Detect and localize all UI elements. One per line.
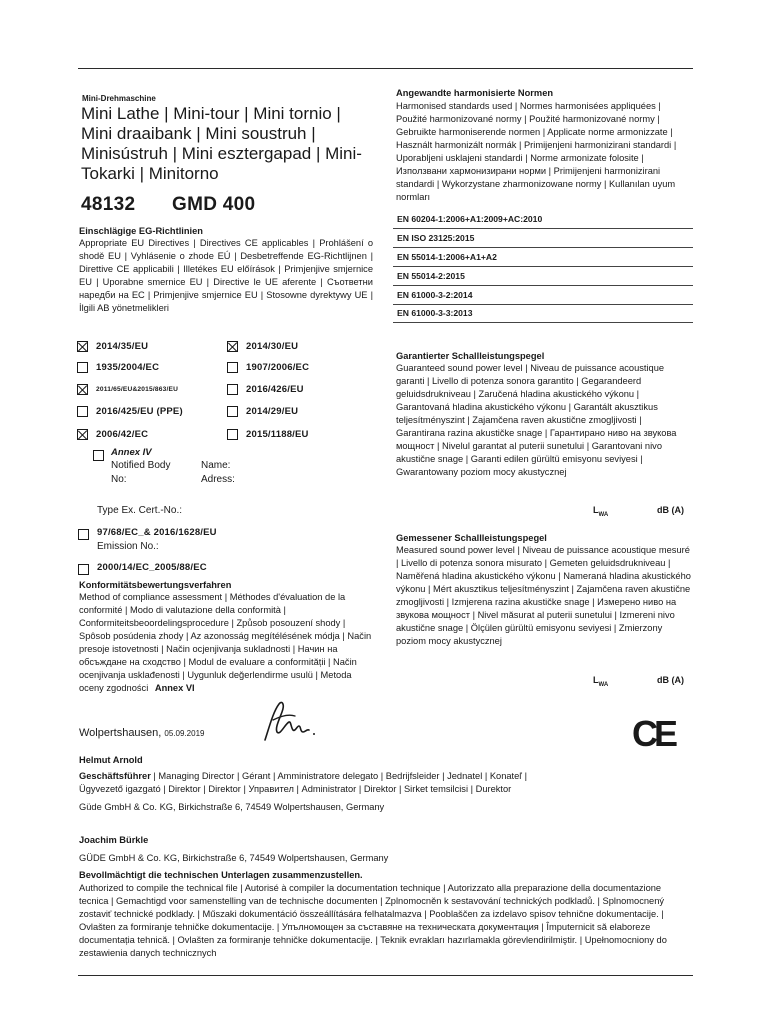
annex-iv-label: Annex IV [111,447,152,458]
top-rule [78,68,693,69]
standard-divider-5 [393,304,693,305]
guaranteed-heading: Garantierter Schallleistungspegel [396,351,545,361]
conformity-annex: Annex VI [154,683,195,693]
measured-text: Measured sound power level | Niveau de puissance acoustique mesuré | Livello di potenza sonora misurato | Gemeten geluidsdrukniveau | Naměřená hladina akustického výkonu | Nameraná hladina akustického výkonu | Mért akusztikus teljesítményszint | Zajamčena raven akustične zmogljivosti | Izmjerena razina akustičke snage | Измерено ниво на звукова мощност | Nivel măsurat al puterii sunetului | Izmereni nivo akustične snage | Ölçülen gürültü emisyonu seviyesi | Zmierzony poziom mocy akustycznej [396,545,691,646]
signer1-role-head: Geschäftsführer [79,771,151,781]
guaranteed-lwa-symbol: L [593,505,599,515]
signature-date: 05.09.2019 [164,729,205,738]
directive-1907-2006-ec: 1907/2006/EC [246,362,310,373]
standard-divider-2 [393,247,693,248]
checkbox-1935-2004-ec[interactable] [77,362,88,373]
notified-no-label: No: [111,474,127,485]
article-number: 48132 [81,194,136,215]
eu-directives-text: Appropriate EU Directives | Directives CE applicables | Prohlášení o shodě EU | Vyhlásenie o zhode EÚ | Desbetreffende EG-Richtlijnen | Direttive CE applicabili | Illetékes EU előírások | Primjenjive smjernice EU | Uporabne smernice EU | Directive le UE aferente | Съответни наредби на ЕС | Primjenjive smjernice EU | Stosowne dyrektywy UE | İlgili AB yönetmelikleri [79,238,373,313]
signature-place: Wolpertshausen, [79,727,162,739]
directive-1935-2004-ec: 1935/2004/EC [96,362,160,373]
measured-unit: dB (A) [657,675,684,685]
standards-text: Harmonised standards used | Normes harmonisées appliquées | Použité harmonizované normy | Použité harmonizované normy | Gebruikte harmoniserende normen | Applicate norme armonizzate | Használt harmonizált normák | Primijenjeni harmonizirani standardi | Uporabljeni usklajeni standardi | Norme armonizate folosite | Използвани хармонизирани норми | Primijenjeni harmonizirani standardi | Wykorzystane zharmonizowane normy | Kullanılan uyum normları [396,101,677,202]
standard-divider-3 [393,266,693,267]
type-ex-cert-label: Type Ex. Cert.-No.: [97,505,183,516]
standard-divider-1 [393,228,693,229]
conformity-methods: Method of compliance assessment | Méthodes d'évaluation de la conformité | Modo di valutazione della conformità | Conformiteitsbeoordelingsprocedure | Způsob posouzení shody | Spôsob posúdenia zhody | Az azonosság megítélésének módja | Način presoje istovetnosti | Način ocjenjivanja sukladnosti | Начин на обсъждане на сходство | Modul de evaluare a conformității | Način ocenjivanja usklađenosti | Uygunluk değerlendirme usulü | Metoda oceny zgodności [79,592,372,693]
authorized-heading: Bevollmächtigt die technischen Unterlagen zusammenzustellen. [79,870,363,880]
checkbox-emission[interactable] [78,529,89,540]
guaranteed-lwa-sub: WA [598,511,609,518]
directive-2011-65-eu: 2011/65/EU&2015/863/EU [96,386,179,393]
directive-2006-42-ec: 2006/42/EC [96,429,149,440]
handwritten-signature [255,698,325,746]
signer1-roles [79,770,569,796]
signature-place-date [79,727,204,739]
guaranteed-lwa [593,505,608,518]
directive-2014-35-eu: 2014/35/EU [96,341,149,352]
checkbox-2014-30-eu[interactable] [227,341,238,352]
standard-2: EN ISO 23125:2015 [397,233,475,243]
checkbox-noise[interactable] [78,564,89,575]
checkbox-2014-35-eu[interactable] [77,341,88,352]
conformity-heading: Konformitätsbewertungsverfahren [79,580,232,590]
directive-noise: 2000/14/EC_2005/88/EC [97,562,207,573]
authorized-text: Authorized to compile the technical file | Autorisé à compiler la documentation technique | Autorizzato alla preparazione della documentazione tecnica | Gemachtigd voor samenstelling van de technische documenten | Zplnomocněn k sestavování technických podkladů. | Splnomocnený zostaviť technické podklady. | Műszaki dokumentáció összeállítására felhatalmazva | Pooblaščen za izdelavo spisov tehnične dokumentacije. | Ovlašten za formiranje tehničke dokumentacije. | Упълномощен за съставяне на техническата документация | Împuternicit să elaboreze documentația tehnică. | Ovlašten za formiranje tehničke dokumentacije. | Teknik evrakları hazırlamakla görevlendirilmiştir. | Upełnomocniony do zestawienia danych technicznych [79,883,667,958]
checkbox-2016-425-eu[interactable] [77,406,88,417]
checkbox-2015-1188-eu[interactable] [227,429,238,440]
directive-emission: 97/68/EC_& 2016/1628/EU [97,527,217,538]
standard-5: EN 61000-3-2:2014 [397,290,473,300]
standard-4: EN 55014-2:2015 [397,271,465,281]
standard-divider-6 [393,322,693,323]
directive-2014-29-eu: 2014/29/EU [246,406,299,417]
directive-2016-425-eu: 2016/425/EU (PPE) [96,406,183,417]
directive-2016-426-eu: 2016/426/EU [246,384,304,395]
notified-adress-label: Adress: [201,474,235,485]
standard-1: EN 60204-1:2006+A1:2009+AC:2010 [397,214,543,224]
measured-lwa-symbol: L [593,675,599,685]
standard-3: EN 55014-1:2006+A1+A2 [397,252,497,262]
signer2-name: Joachim Bürkle [79,835,149,845]
notified-name-label: Name: [201,460,231,471]
notified-body-label: Notified Body [111,460,171,471]
signer1-role-list: | Managing Director | Gérant | Amministratore delegato | Bedrijfsleider | Jednatel | Konateľ | Ügyvezető igazgató | Direktor | Direktor | Управител | Administrator | Direktor | Sirket temsilcisi | Durektor [79,771,528,794]
signer2-address: GÜDE GmbH & Co. KG, Birkichstraße 6, 74549 Wolpertshausen, Germany [79,853,389,863]
standard-6: EN 61000-3-3:2013 [397,308,473,318]
checkbox-2014-29-eu[interactable] [227,406,238,417]
directive-2015-1188-eu: 2015/1188/EU [246,429,309,440]
emission-no-label: Emission No.: [97,541,159,552]
model-number: GMD 400 [172,194,256,215]
checkbox-2006-42-ec[interactable] [77,429,88,440]
signer1-name: Helmut Arnold [79,755,143,765]
checkbox-2016-426-eu[interactable] [227,384,238,395]
product-type-label: Mini-Drehmaschine [82,94,156,103]
standards-heading: Angewandte harmonisierte Normen [396,88,554,98]
conformity-text [79,591,373,695]
measured-lwa [593,675,608,688]
guaranteed-text: Guaranteed sound power level | Niveau de puissance acoustique garanti | Livello di potenza sonora garantito | Gegarandeerd geluidsdrukniveau | Zaručená hladina akustického výkonu | Garantovaná hladina akustického výkonu | Garantált akusztikus teljesítményszint | Zajamčena raven akustične zmogljivosti | Garantirana razina akustičke snage | Гарантирано ниво на звукова мощност | Nivelul garantat al puterii sunetului | Garantovani nivo akustične snage | Garanti edilen gürültü emisyonu seviyesi | Gwarantowany poziom mocy akustycznej [396,363,677,477]
measured-lwa-sub: WA [598,681,609,688]
bottom-rule [78,975,693,976]
product-names: Mini Lathe | Mini-tour | Mini tornio | Mini draaibank | Mini soustruh | Minisústruh | Mini esztergapad | Mini-Tokarki | Minitorno [81,104,362,183]
checkbox-1907-2006-ec[interactable] [227,362,238,373]
ce-mark: CE [632,713,675,754]
guaranteed-unit: dB (A) [657,505,684,515]
signer1-address: Güde GmbH & Co. KG, Birkichstraße 6, 74549 Wolpertshausen, Germany [79,802,385,812]
checkbox-2011-65-eu[interactable] [77,384,88,395]
checkbox-annex-iv[interactable] [93,450,104,461]
eu-directives-heading: Einschlägige EG-Richtlinien [79,226,203,236]
directive-2014-30-eu: 2014/30/EU [246,341,299,352]
standard-divider-4 [393,285,693,286]
measured-heading: Gemessener Schallleistungspegel [396,533,547,543]
